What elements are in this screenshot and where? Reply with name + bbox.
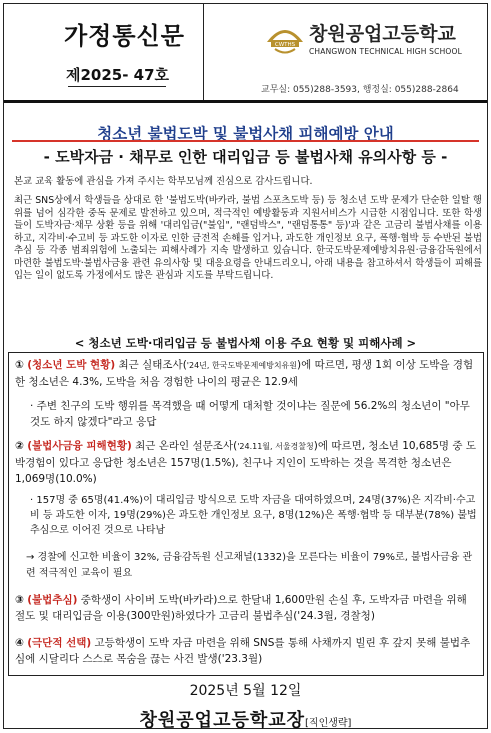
item-text: )에 따르면, 평생 1회 이상 도박을 경험한 청소년은 4.3%, 도박을 처음 경험한 나이의 평균은 12.9세: [15, 359, 474, 388]
item-label: (극단적 선택): [27, 637, 92, 649]
case-item-2-arrow: → 경찰에 신고한 비율이 32%, 금융감독원 신고채널(1332)을 모른다는 비율이 79%로, 불법사금융 관련 적극적인 교육이 필요: [26, 552, 473, 579]
case-item-1: [15, 357, 477, 390]
case-item-4: [15, 635, 477, 667]
item-label: (불법추심): [27, 594, 78, 606]
header-right: [205, 4, 487, 100]
principal-name: 창원공업고등학교장: [139, 710, 306, 731]
item-label: (불법사금융 피해현황): [27, 440, 132, 452]
header-left: [4, 4, 204, 100]
issue-date: 2025년 5월 12일: [189, 683, 302, 699]
phone-numbers: 교무실: 055)288-3593, 행정실: 055)288-2864: [261, 85, 459, 95]
header-divider: [4, 100, 487, 103]
item-number: ④: [15, 637, 24, 649]
section-title: < 청소년 도박·대리입금 등 불법사채 이용 주요 현황 및 피해사례 >: [74, 336, 417, 350]
case-item-3: [15, 592, 477, 624]
item-text: 고등학생이 도박 자금 마련을 위해 SNS를 통해 사채까지 빌린 후 갚지 못해 불법추심에 시달리다 스스로 목숨을 끊는 사건 발생('23.3월): [15, 637, 471, 665]
item-text: 중학생이 사이버 도박(바카라)으로 한달내 1,600만원 손실 후, 도박자금 마련을 위해 절도 및 대리입금을 이용(300만원)하였다가 고금리 불법추심('24.3월, 경찰청): [15, 594, 467, 622]
headline-title: 청소년 불법도박 및 불법사채 피해예방 안내: [97, 125, 394, 143]
issue-underline: [68, 86, 166, 87]
school-name-en: CHANGWON TECHNICAL HIGH SCHOOL: [309, 47, 463, 56]
item-source: '24년, 한국도박문제예방치유원: [186, 361, 297, 370]
item-text: 최근 실태조사(: [115, 359, 187, 371]
intro-paragraph: 본교 교육 활동에 관심을 가져 주시는 학부모님께 진심으로 감사드립니다.: [14, 176, 313, 187]
school-name: 창원공업고등학교: [309, 23, 456, 45]
item-label: (청소년 도박 현황): [27, 359, 116, 371]
logo-text: CWTHS: [274, 42, 296, 48]
issue-number-text: 제2025- 47호: [66, 66, 170, 84]
case-item-2: [15, 438, 477, 487]
item-number: ①: [15, 359, 24, 371]
item-text: 최근 온라인 설문조사(: [131, 440, 238, 452]
case-item-1-bullet: · 주변 친구의 도박 행위를 목격했을 때 어떻게 대처할 것이냐는 질문에 56.2%의 청소년이 "아무것도 하지 않겠다"라고 응답: [30, 400, 470, 428]
main-paragraph: 최근 SNS상에서 학생들을 상대로 한 '불법도박(바카라, 불법 스포츠도박 등) 등 청소년 도박 문제가 단순한 일탈 행위를 넘어 심각한 중독 문제로 발전하고 있으며, 적극적인 예방활동과 지원서비스가 시급한 시점입니다. 또한 학생들이 도박자금·채무 상환 등을 위해 '대리입금("불입", "랜덤박스", "랜덤통통" 등)'과 같은 고금리 불법사채를 이용하고, 지각비·수고비 등 과도한 이자로 인한 금전적 손해를 입거나, 과도한 개인정보 요구, 폭행·협박 등 수반된 불법추심 등 각종 범죄위험에 노출되는 피해사례가 지속 발생하고 있습니다. 한국도박문제예방치유원·금융감독원에서 마련한 불법도박·불법사금융 관련 유의사항 및 대응요령을 안내드리오니, 아래 내용을 참고하셔서 학생들이 피해를 입는 일이 없도록 가정에서도 많은 관심과 지도를 부탁드립니다.: [14, 195, 482, 281]
headline-subtitle: - 도박자금 · 채무로 인한 대리입금 등 불법사채 유의사항 등 -: [43, 148, 448, 166]
school-logo-icon: [265, 22, 305, 56]
document-title: 가정통신문: [64, 22, 185, 50]
seal-note: [직인생략]: [305, 718, 352, 729]
item-source: '24.11월, 서울경찰청: [237, 442, 314, 451]
item-text: )에 따르면, 청소년 10,685명 중 도박경험이 있다고 응답한 청소년은 157명(1.5%), 친구나 지인이 도박하는 것을 목격한 청소년은 1,069명(10.0%): [15, 440, 477, 485]
headline-underline: [12, 140, 479, 142]
case-item-2-bullet: · 157명 중 65명(41.4%)이 대리입금 방식으로 도박 자금을 대여하였으며, 24명(37%)은 지각비·수고비 등 과도한 이자, 19명(29%)은 과도한 개인정보 요구, 8명(12%)은 폭행·협박 등 대부분(78%) 불법추심으로 이어진 것으로 나타남: [30, 495, 477, 536]
item-number: ②: [15, 440, 24, 452]
issue-number: [66, 64, 169, 85]
item-number: ③: [15, 594, 24, 606]
principal-signature: [0, 706, 491, 732]
